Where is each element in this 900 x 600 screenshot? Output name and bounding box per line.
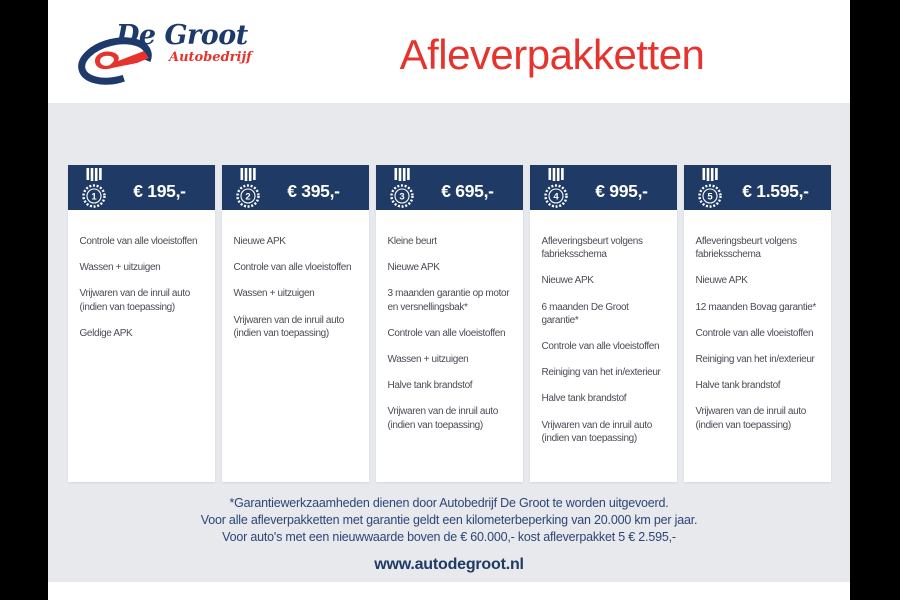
- package-item-list: [684, 210, 831, 482]
- package-item: 12 maanden Bovag garantie*: [695, 301, 816, 313]
- package-item-list: [376, 210, 523, 482]
- package-item: Vrijwaren van de inruil auto (indien van toepassing): [541, 419, 652, 444]
- package-item: Vrijwaren van de inruil auto (indien van toepassing): [695, 406, 806, 431]
- svg-text:5: 5: [706, 191, 713, 203]
- page-title: Afleverpakketten: [399, 30, 705, 78]
- package-item: Vrijwaren van de inruil auto (indien van toepassing): [233, 314, 344, 339]
- package-card: [222, 165, 369, 482]
- svg-text:2: 2: [244, 191, 251, 203]
- package-item: Controle van alle vloeistoffen: [695, 327, 814, 339]
- medal-icon: [231, 168, 265, 210]
- package-card: [68, 165, 215, 482]
- title-zone: [254, 25, 850, 79]
- package-item: Afleveringsbeurt volgens fabrieksschema: [695, 236, 797, 261]
- package-item: Controle van alle vloeistoffen: [541, 340, 660, 352]
- package-item: Vrijwaren van de inruil auto (indien van toepassing): [79, 288, 190, 313]
- package-item: Wassen + uitzuigen: [387, 353, 469, 365]
- website-url[interactable]: www.autodegroot.nl: [374, 556, 524, 573]
- package-price: € 395,-: [287, 181, 340, 201]
- logo-name-text: De Groot: [116, 19, 248, 51]
- footnote-line: Voor auto's met een nieuwwaarde boven de € 60.000,- kost afleverpakket 5 € 2.595,-: [222, 530, 676, 544]
- package-item: Halve tank brandstof: [695, 380, 781, 392]
- package-item: Wassen + uitzuigen: [79, 262, 161, 274]
- package-price: € 995,-: [595, 181, 648, 201]
- package-item: Nieuwe APK: [541, 275, 594, 287]
- flyer-header: [48, 0, 850, 103]
- medal-icon: [539, 168, 573, 210]
- medal-icon: [693, 168, 727, 210]
- package-item: Reiniging van het in/exterieur: [541, 367, 661, 379]
- package-item: Nieuwe APK: [387, 262, 440, 274]
- footnote-line: Voor alle afleverpakketten met garantie geldt een kilometerbeperking van 20.000 km per jaar.: [200, 513, 698, 527]
- package-item: Reiniging van het in/exterieur: [695, 353, 815, 365]
- package-price: € 195,-: [133, 181, 186, 201]
- left-black-bar: [0, 0, 48, 600]
- right-black-bar: [850, 0, 900, 600]
- package-item: Controle van alle vloeistoffen: [79, 236, 198, 247]
- package-card: [376, 165, 523, 482]
- package-item-list: [68, 210, 215, 482]
- package-cards-row: [48, 165, 850, 482]
- package-item: Wassen + uitzuigen: [233, 288, 315, 300]
- package-price: € 695,-: [441, 181, 494, 201]
- package-item-list: [530, 210, 677, 482]
- package-item: Halve tank brandstof: [541, 393, 627, 405]
- package-item: Nieuwe APK: [233, 236, 286, 247]
- svg-text:3: 3: [398, 191, 405, 203]
- package-card-header: [684, 165, 831, 210]
- medal-icon: [385, 168, 419, 210]
- packages-section: [48, 103, 850, 582]
- svg-text:4: 4: [552, 191, 559, 203]
- footnotes: [48, 495, 850, 546]
- package-item: Afleveringsbeurt volgens fabrieksschema: [541, 236, 643, 261]
- package-card: [530, 165, 677, 482]
- package-item: Halve tank brandstof: [387, 380, 473, 392]
- bottom-white-strip: [48, 582, 850, 600]
- package-item: 3 maanden garantie op motor en versnellingsbak*: [387, 288, 510, 313]
- package-card-header: [222, 165, 369, 210]
- package-item: Kleine beurt: [387, 236, 437, 247]
- flyer: [48, 0, 850, 600]
- package-card-header: [376, 165, 523, 210]
- package-card: [684, 165, 831, 482]
- package-price: € 1.595,-: [742, 181, 809, 201]
- svg-text:1: 1: [90, 191, 97, 203]
- logo-subtitle-text: Autobedrijf: [169, 49, 252, 65]
- package-card-header: [530, 165, 677, 210]
- footnote-line: *Garantiewerkzaamheden dienen door Autobedrijf De Groot te worden uitgevoerd.: [229, 496, 669, 510]
- medal-icon: [77, 168, 111, 210]
- package-item: Controle van alle vloeistoffen: [387, 327, 506, 339]
- package-item: 6 maanden De Groot garantie*: [541, 301, 629, 326]
- package-item-list: [222, 210, 369, 482]
- package-item: Vrijwaren van de inruil auto (indien van toepassing): [387, 406, 498, 431]
- package-item: Nieuwe APK: [695, 275, 748, 287]
- package-card-header: [68, 165, 215, 210]
- dealer-logo: [74, 16, 254, 88]
- package-item: Controle van alle vloeistoffen: [233, 262, 352, 274]
- package-item: Geldige APK: [79, 327, 133, 339]
